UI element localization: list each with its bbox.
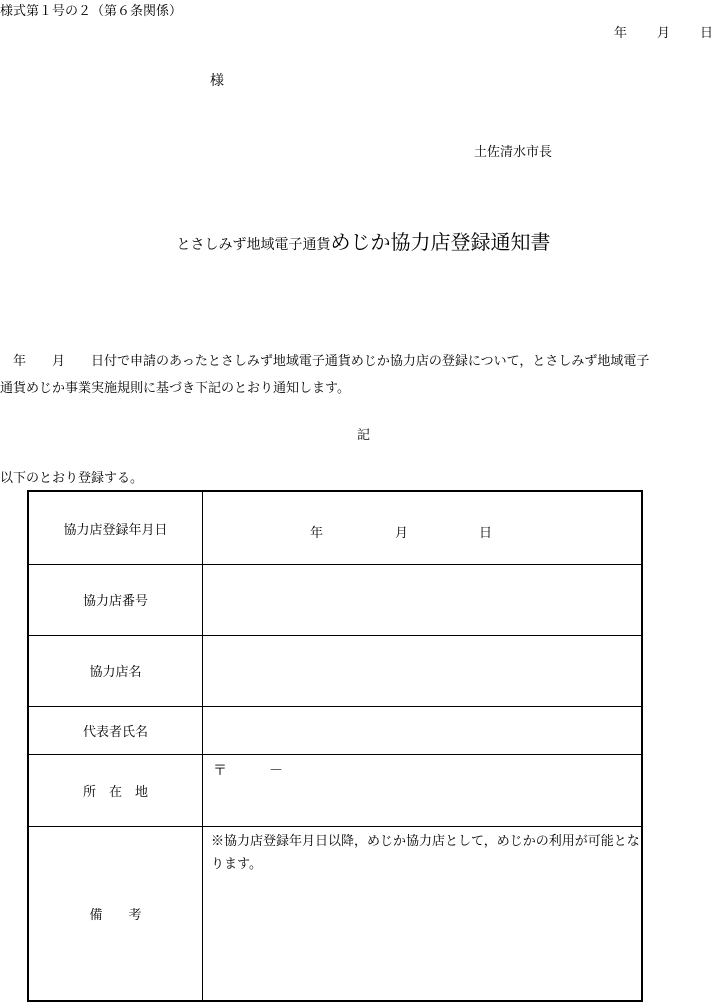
value-remarks xyxy=(203,826,641,1000)
value-address xyxy=(203,754,641,826)
label-registration-date: 協力店登録年月日 xyxy=(29,492,203,564)
remarks-note: ※協力店登録年月日以降，めじか協力店として，めじかの利用が可能となります。 xyxy=(211,834,640,872)
table-row-address xyxy=(29,754,641,827)
registration-date-day: 日 xyxy=(479,526,493,541)
form-identifier: 様式第１号の２（第６条関係） xyxy=(0,4,183,19)
table-row-registration-date xyxy=(29,492,641,565)
value-registration-date xyxy=(203,492,641,564)
label-shop-name: 協力店名 xyxy=(29,635,203,706)
issue-date-year: 年 xyxy=(613,26,627,41)
notice-body-line2: 通貨めじか事業実施規則に基づき下記のとおり通知します。 xyxy=(0,381,350,396)
issue-date-month: 月 xyxy=(656,26,670,41)
registration-date-month: 月 xyxy=(395,526,409,541)
label-address: 所 在 地 xyxy=(29,754,203,826)
notice-body-line1: 年 月 日付で申請のあったとさしみず地域電子通貨めじか協力店の登録について，とさしみず地域電子 xyxy=(0,354,650,369)
notice-body xyxy=(0,348,727,402)
ki-heading: 記 xyxy=(356,428,370,443)
addressee-suffix: 様 xyxy=(210,73,224,89)
table-row-shop-number xyxy=(29,564,641,636)
registration-date-year: 年 xyxy=(310,526,324,541)
value-representative xyxy=(203,706,641,754)
title-main: めじか協力店登録通知書 xyxy=(330,230,551,254)
document-title xyxy=(0,226,727,255)
postal-mark: 〒 xyxy=(213,763,227,779)
table-row-representative xyxy=(29,706,641,755)
table-row-shop-name xyxy=(29,635,641,707)
label-shop-number: 協力店番号 xyxy=(29,564,203,635)
title-prefix: とさしみず地域電子通貨 xyxy=(176,237,331,253)
label-remarks: 備 考 xyxy=(29,826,203,1000)
issue-date-day: 日 xyxy=(699,26,713,41)
table-row-remarks xyxy=(29,826,641,1000)
issuer-name: 土佐清水市長 xyxy=(474,145,553,160)
value-shop-number xyxy=(203,564,641,635)
value-shop-name xyxy=(203,635,641,706)
registration-table xyxy=(27,490,643,1002)
postal-dash: － xyxy=(269,763,283,779)
issue-date xyxy=(614,22,713,41)
registration-intro: 以下のとおり登録する。 xyxy=(0,471,144,486)
label-representative: 代表者氏名 xyxy=(29,706,203,754)
